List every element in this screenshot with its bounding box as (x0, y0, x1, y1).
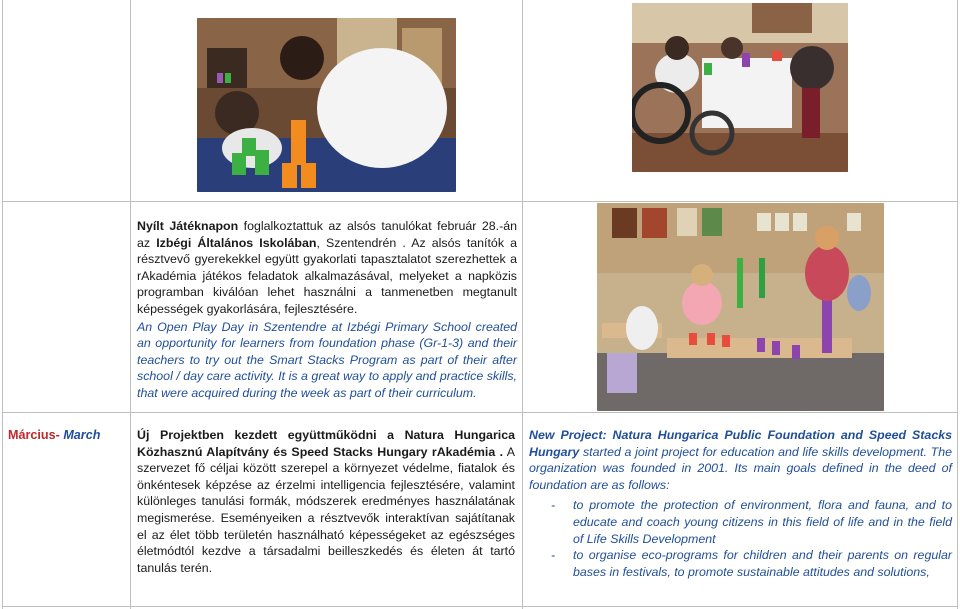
row2-text-cell (137, 218, 517, 402)
row3-english-intro (529, 427, 952, 493)
month-english: March (63, 428, 101, 442)
row3-english-cell (529, 427, 952, 580)
month-separator: - (55, 428, 64, 442)
table-border-right (957, 0, 958, 609)
photo-cup-stacking-volunteer (197, 18, 456, 192)
table-divider-col1 (130, 0, 131, 609)
bullet-dash: - (551, 498, 556, 513)
row2-english-paragraph: An Open Play Day in Szentendre at Izbégi Primary School created an opportunity for learners from foundation phase (Gr-1-3) and their teachers to try out the Smart Stacks Program as part of their after school / day care activity. It is a great way to apply and practice skills, that were acquired during the week as part of their curriculum. (137, 319, 517, 400)
row3-hungarian-paragraph (137, 427, 515, 576)
goal-text: to organise eco-programs for children and their parents on regular bases in festivals, to promote sustainable attitudes and solutions, (573, 548, 952, 579)
table-row-divider-1 (2, 201, 958, 202)
table-border-left (2, 0, 3, 609)
photo-wheelchair-cup-game (632, 3, 848, 172)
list-item (529, 497, 952, 547)
row2-hu-lead-bold: Nyílt Játéknapon (137, 219, 239, 233)
row2-hu-body: , Szentendrén . Az alsós tanítók a résztvevő gyerekekkel együtt gyakorlati tapasztalatot szerezhettek a rAkadémia játékos feladatok alkalmazásával, melyeket a napközis programban kiválóan lehet használni a tanmenetben megtanult képességek gyakorlására, fejlesztésére. (137, 235, 518, 316)
row3-hu-body: A szervezet fő céljai között szerepel a környezet védelme, fiatalok és önkéntesek képzése az érzelmi intelligencia fejlesztésére, valamint különleges tanulási formák, módszerek eredményes használatának megismerése. Eseményeiken a résztvevők interaktívan sajátítanak el az élet több területén használható képességeket az egészséges életmódtól kezdve a társadalmi beilleszkedés és életen át tartó tanulás terén. (137, 444, 515, 575)
month-label (8, 427, 128, 444)
list-item (529, 547, 952, 580)
month-hungarian: Március (8, 428, 56, 442)
row3-en-bold: New Project: Natura Hungarica Public Foundation and Speed Stacks Hungary (529, 428, 952, 459)
row2-hu-school-bold: Izbégi Általános Iskolában (156, 235, 317, 250)
row3-en-intro: started a joint project for education and life skills development. The organization was founded in 2001. Its main goals defined in the deed of foundation are as follows: (529, 444, 952, 492)
table-row-divider-2 (2, 412, 958, 413)
table-border-bottom (2, 606, 958, 607)
goal-text: to promote the protection of environment, flora and fauna, and to educate and coach young citizens in this field of life and in the field of Life Skills Development (573, 498, 952, 546)
row2-hu-lead-rest: foglalkoztattuk az alsós tanulókat február 28.-án az (137, 219, 518, 250)
bullet-dash: - (551, 548, 556, 563)
row3-hu-bold: Új Projektben kezdett együttműködni a Natura Hungarica Közhasznú Alapítvány és Speed Stacks Hungary rAkadémia . (137, 428, 515, 459)
photo-classroom-cup-towers (597, 203, 884, 411)
row3-goals-list (529, 497, 952, 580)
row3-hungarian-cell (137, 427, 515, 576)
table-divider-col2 (522, 0, 523, 609)
row2-hungarian-paragraph (137, 218, 517, 318)
